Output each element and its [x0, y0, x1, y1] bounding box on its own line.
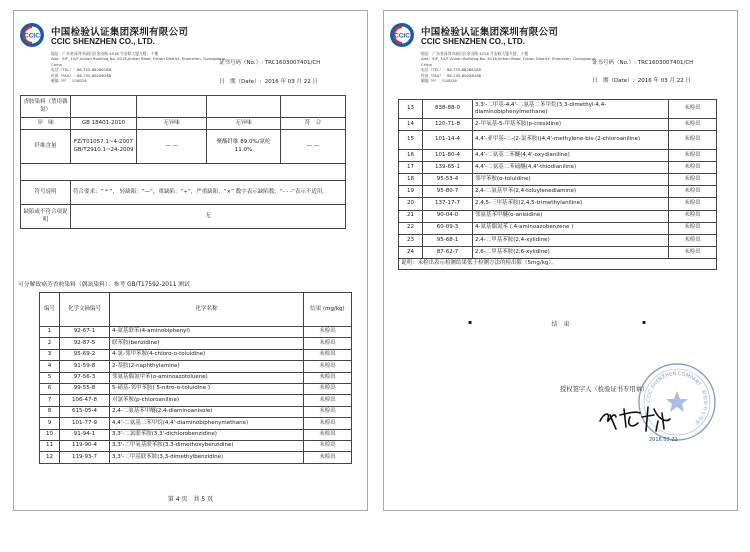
table-note: 说明：未检出表示检测结果低于检测方法的检出限（5mg/kg）。 [399, 258, 717, 269]
cert-label: 证书号码（No.）: [219, 60, 263, 66]
cas-number: 119-93-7 [60, 452, 110, 463]
date-label: 日 期（Date）: [219, 79, 262, 85]
table-row [399, 246, 717, 258]
cas-number: 95-80-7 [423, 186, 473, 198]
table-row [40, 383, 352, 394]
defect-value: 无 [71, 205, 346, 229]
cas-number: 101-77-9 [60, 418, 110, 429]
table-row [40, 429, 352, 440]
spec-table [20, 95, 346, 229]
address-cn: 地址：广东省深圳市福田区金田路 4018 号安联大厦九楼，十楼 [421, 51, 528, 56]
chemical-name: 4,4'-二氨基二苯甲烷(4,4'-diaminobiphenymethane) [110, 418, 304, 429]
test-result: 未检出 [304, 383, 352, 394]
test-result: 未检出 [669, 174, 717, 186]
table-row [399, 100, 717, 119]
odor-label: 异 味 [21, 118, 71, 130]
row-number: 5 [40, 372, 60, 383]
symbol-label: 符号说明 [21, 181, 71, 205]
end-dot-right: ▪ [642, 319, 647, 326]
test-result: 未检出 [669, 234, 717, 246]
cert-number: TRC1603007401/CH [637, 60, 694, 66]
row-number: 4 [40, 361, 60, 372]
table-body [40, 327, 352, 464]
chemical-name: 3,3'-二甲基联苯胺(3,3-dimethylbenzidine) [110, 452, 304, 463]
report-page-5 [383, 10, 738, 511]
svg-text:CCIC: CCIC [24, 32, 40, 40]
table-body [399, 100, 717, 259]
col-header-cas: 化学文摘编号 [60, 293, 110, 327]
cert-label: 证书号码（No.）: [592, 60, 636, 66]
org-name-cn: 中国检验认证集团深圳有限公司 [421, 27, 559, 38]
row-number: 8 [40, 406, 60, 417]
cas-number: 838-88-0 [423, 100, 473, 119]
cas-number: 92-67-1 [60, 327, 110, 338]
tel: 电话（TEL）：86-755-88286188 [51, 67, 111, 73]
row-number: 12 [40, 452, 60, 463]
col-header-no: 编号 [40, 293, 60, 327]
fiber-label: 纤维含量 [21, 130, 71, 164]
cas-number: 106-47-8 [60, 395, 110, 406]
org-address [51, 51, 231, 83]
row-number: 22 [399, 222, 423, 234]
table-row [40, 372, 352, 383]
chemical-name: 2,4-二氨基甲苯(2,4-toluylenediamine) [473, 186, 669, 198]
spacer-row [21, 164, 346, 181]
table-row [399, 234, 717, 246]
cas-number: 120-71-8 [423, 119, 473, 131]
test-result: 未检出 [304, 327, 352, 338]
fax: 传真（FAX）：86-755-88286288 [421, 72, 482, 78]
test-result: 未检出 [669, 131, 717, 150]
chemical-name: 4,4'-亚甲基-二-(2-氯苯胺)(4,4'-methylene-bis-(2-chloroaniline) [473, 131, 669, 150]
report-page-4 [13, 10, 368, 511]
row-number: 21 [399, 210, 423, 222]
row-number: 17 [399, 162, 423, 174]
cas-number: 101-80-4 [423, 150, 473, 162]
tel: 电话（TEL）：86-755-88286188 [421, 67, 481, 73]
org-name-en: CCIC SHENZHEN CO., LTD. [51, 37, 155, 46]
odor-requirement: 无异味 [137, 118, 207, 130]
table-row [40, 338, 352, 349]
authorized-signatory-label: 授权签字人（检验证书专用章） [560, 386, 649, 393]
table-note-row [399, 258, 717, 269]
test-result: 未检出 [669, 186, 717, 198]
table-row [399, 222, 717, 234]
fax: 传真（FAX）：86-755-88286288 [51, 72, 112, 78]
table-row [21, 118, 346, 130]
row-number: 13 [399, 100, 423, 119]
cas-number: 87-62-7 [423, 246, 473, 258]
table-row [40, 395, 352, 406]
report-header [14, 11, 367, 95]
row-number: 24 [399, 246, 423, 258]
table-row [40, 440, 352, 451]
table-row [399, 150, 717, 162]
zip: 邮编（P）：518026 [51, 78, 87, 84]
test-result: 未检出 [304, 395, 352, 406]
test-result: 未检出 [304, 349, 352, 360]
test-result: 未检出 [304, 440, 352, 451]
report-header [384, 11, 737, 95]
chemical-name: 4-氯-邻甲苯胺(4-chloro-o-toluidine) [110, 349, 304, 360]
address-en: Add：9/F, 10/F,Anlian Building,No. 4018,Jintian Road, Futian District, Shenzhen, Guangdong, China [51, 56, 227, 67]
cas-number: 90-04-0 [423, 210, 473, 222]
cas-number: 139-65-1 [423, 162, 473, 174]
row-number: 23 [399, 234, 423, 246]
row-number: 9 [40, 418, 60, 429]
test-result: 未检出 [304, 372, 352, 383]
test-result: 未检出 [669, 246, 717, 258]
test-result: 未检出 [304, 361, 352, 372]
row-number: 7 [40, 395, 60, 406]
chemical-name: 2,4-二甲基苯胺(2,4-xylidine) [473, 234, 669, 246]
org-name-en: CCIC SHENZHEN CO., LTD. [421, 37, 525, 46]
seal-date: 2016.03.22 [649, 437, 678, 443]
org-address [421, 51, 601, 83]
date-label: 日 期（Date）: [592, 78, 635, 84]
table-row [40, 349, 352, 360]
cas-number: 101-14-4 [423, 131, 473, 150]
cert-number-line [592, 58, 693, 66]
dye-label: 香胺染料（禁用偶氮） [21, 96, 71, 118]
table-row [21, 205, 346, 229]
date-value: 2016 年 03 月 22 日 [264, 79, 318, 85]
cas-number: 119-90-4 [60, 440, 110, 451]
chemical-name: 2-甲氧基-5-甲基苯胺(p-cresidine) [473, 119, 669, 131]
section-title: 可分解致癌芳香胺染料（偶氮染料）：参考 GB/T17592-2011 测试 [18, 282, 190, 288]
row-number: 20 [399, 198, 423, 210]
chemical-name: 4-氨基偶氮苯 ( 4-aminoazobenzene ) [473, 222, 669, 234]
cas-number: 615-05-4 [60, 406, 110, 417]
cas-number: 95-69-2 [60, 349, 110, 360]
chemical-name: 联苯胺(benzidine) [110, 338, 304, 349]
table-row [21, 96, 346, 118]
defect-label: 缺陷或不符合项说明 [21, 205, 71, 229]
fiber-verdict: — — [281, 130, 346, 164]
table-row [40, 418, 352, 429]
chemical-name: 2,4-二氨基苯甲醚(2,4-diaminoanisole) [110, 406, 304, 417]
row-number: 14 [399, 119, 423, 131]
table-row [21, 181, 346, 205]
address-cn: 地址：广东省深圳市福田区金田路 4018 号安联大厦九楼，十楼 [51, 51, 158, 56]
date-line [592, 76, 691, 84]
ccic-logo-icon [389, 22, 415, 48]
table-row [399, 210, 717, 222]
address-en: Add：9/F, 10/F,Anlian Building,No. 4018,Jintian Road, Futian District, Shenzhen, Guangdong, China [421, 56, 597, 67]
end-marker: 结 束 [551, 321, 570, 328]
table-row [21, 130, 346, 164]
test-result: 未检出 [669, 222, 717, 234]
odor-verdict: 符 合 [281, 118, 346, 130]
cas-number: 91-59-8 [60, 361, 110, 372]
cas-number: 91-94-1 [60, 429, 110, 440]
table-header-row [40, 293, 352, 327]
chemical-name: 2,6-二甲基苯胺(2,6-xylidine) [473, 246, 669, 258]
test-result: 未检出 [304, 429, 352, 440]
row-number: 15 [399, 131, 423, 150]
table-row [40, 452, 352, 463]
chemical-name: 2-萘胺(2-naphthylamine) [110, 361, 304, 372]
odor-standard: GB 18401-2010 [71, 118, 137, 130]
test-result: 未检出 [669, 150, 717, 162]
aromatic-amine-table [39, 292, 352, 464]
row-number: 19 [399, 186, 423, 198]
end-dot-left: ▪ [468, 319, 473, 326]
cert-number-line [219, 58, 320, 66]
signature-image [596, 399, 676, 435]
symbol-text: 符合要求：“ * ”， 轻缺陷：“—”，重缺陷：“÷”，严重缺陷：“×” 数字表示缺陷数，“- - -”表示不适用。 [71, 181, 346, 205]
col-header-result: 结果 (mg/kg) [304, 293, 352, 327]
table-row [399, 198, 717, 210]
zip: 邮编（P）：518026 [421, 78, 457, 84]
chemical-name: 邻氨基苯甲醚(o-anisidine) [473, 210, 669, 222]
test-result: 未检出 [304, 452, 352, 463]
table-row [399, 131, 717, 150]
row-number: 11 [40, 440, 60, 451]
table-row [40, 361, 352, 372]
table-row [399, 186, 717, 198]
cas-number: 95-53-4 [423, 174, 473, 186]
test-result: 未检出 [669, 210, 717, 222]
test-result: 未检出 [304, 406, 352, 417]
ccic-logo-icon [19, 22, 45, 48]
table-row [399, 174, 717, 186]
chemical-name: 3,3'-二甲基-4,4'-二氨基二苯甲烷(3,3-dimethyl-4,4-diaminobiphenylmethane) [473, 100, 669, 119]
date-line [219, 77, 318, 85]
col-header-name: 化学名称 [110, 293, 304, 327]
chemical-name: 邻甲苯胺(o-toluidine) [473, 174, 669, 186]
chemical-name: 3,3'-二甲氧基联苯胺(3,3-dimethoxybenzidine) [110, 440, 304, 451]
table-row [399, 119, 717, 131]
fiber-result: 聚酯纤维 89.0%/氨纶 11.0% [207, 130, 281, 164]
cas-number: 97-56-3 [60, 372, 110, 383]
test-result: 未检出 [304, 338, 352, 349]
svg-text:CCIC: CCIC [394, 32, 410, 40]
cas-number: 92-87-5 [60, 338, 110, 349]
table-row [399, 162, 717, 174]
row-number: 1 [40, 327, 60, 338]
test-result: 未检出 [669, 162, 717, 174]
page-footer: 第 4 页 共 5 页 [167, 496, 214, 503]
odor-result: 无异味 [207, 118, 281, 130]
row-number: 2 [40, 338, 60, 349]
table-row [40, 406, 352, 417]
row-number: 18 [399, 174, 423, 186]
chemical-name: 5-硝基-邻甲苯胺( 5-nitro-o-toluidine ) [110, 383, 304, 394]
cas-number: 95-68-1 [423, 234, 473, 246]
test-result: 未检出 [669, 119, 717, 131]
test-result: 未检出 [669, 100, 717, 119]
row-number: 3 [40, 349, 60, 360]
table-row [40, 327, 352, 338]
cas-number: 60-09-3 [423, 222, 473, 234]
test-result: 未检出 [304, 418, 352, 429]
chemical-name: 2,4,5-三甲基苯胺(2,4,5-trimethylaniline) [473, 198, 669, 210]
chemical-name: 4-氨基联苯(4-aminobiphenyl) [110, 327, 304, 338]
row-number: 16 [399, 150, 423, 162]
fiber-standard: FZ/T01057.1~4-2007 GB/T2910.1~24-2009 [71, 130, 137, 164]
fiber-requirement: — — [137, 130, 207, 164]
cert-number: TRC1603007401/CH [264, 60, 321, 66]
cas-number: 99-55-8 [60, 383, 110, 394]
test-result: 未检出 [669, 198, 717, 210]
chemical-name: 对氯苯胺(p-chloroaniline) [110, 395, 304, 406]
org-name-cn: 中国检验认证集团深圳有限公司 [51, 27, 189, 38]
chemical-name: 4,4'-二氨基二苯硫醚(4,4'-thiodianiline) [473, 162, 669, 174]
date-value: 2016 年 03 月 22 日 [637, 78, 691, 84]
row-number: 6 [40, 383, 60, 394]
row-number: 10 [40, 429, 60, 440]
chemical-name: 3,3'-二氯联苯胺(3,3'-dichlorobenzidine) [110, 429, 304, 440]
chemical-name: 4,4'-二氨基二苯醚(4,4'-oxydianiline) [473, 150, 669, 162]
svg-text:CCIC SHENZHEN COMPANY · 检验证书专用: CCIC SHENZHEN COMPANY · 检验证书专用章 [645, 370, 709, 426]
chemical-name: 邻氨基偶氮甲苯(o-aminoazotoluene) [110, 372, 304, 383]
aromatic-amine-table-continued [398, 99, 717, 270]
cas-number: 137-17-7 [423, 198, 473, 210]
